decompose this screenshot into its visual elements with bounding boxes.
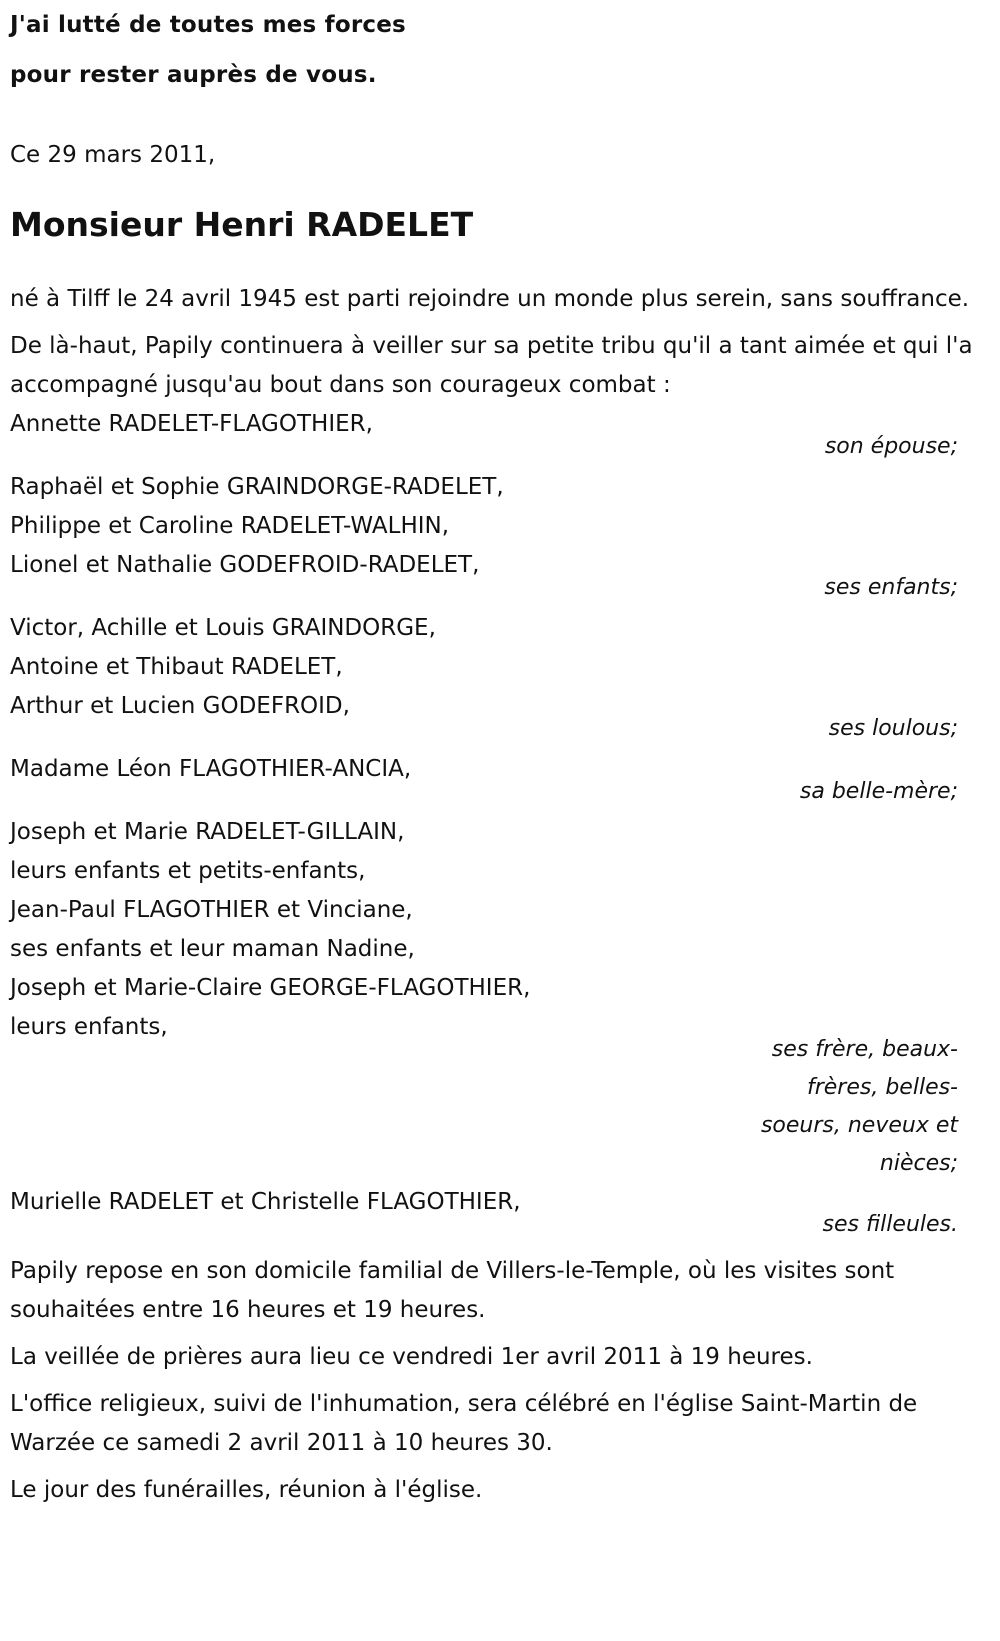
- family-group-grandchildren: [10, 609, 990, 748]
- family-group-children: [10, 468, 990, 607]
- birth-paragraph: né à Tilff le 24 avril 1945 est parti rejoindre un monde plus serein, sans souffrance.: [10, 286, 970, 312]
- family-role: ses filleules.: [822, 1212, 958, 1237]
- family-name: Joseph et Marie-Claire GEORGE-FLAGOTHIER,: [10, 975, 531, 1001]
- family-group-spouse: [10, 405, 990, 466]
- epigraph-line: J'ai lutté de toutes mes forces: [10, 12, 406, 38]
- deceased-name: Monsieur Henri RADELET: [10, 205, 474, 244]
- family-name: Annette RADELET-FLAGOTHIER,: [10, 411, 373, 437]
- family-name: Lionel et Nathalie GODEFROID-RADELET,: [10, 552, 480, 578]
- closing-paragraph: Le jour des funérailles, réunion à l'église.: [10, 1477, 483, 1503]
- family-role: ses enfants;: [824, 575, 958, 600]
- family-name: Victor, Achille et Louis GRAINDORGE,: [10, 615, 436, 641]
- family-name: Jean-Paul FLAGOTHIER et Vinciane,: [10, 897, 413, 923]
- family-name: Arthur et Lucien GODEFROID,: [10, 693, 350, 719]
- family-name: ses enfants et leur maman Nadine,: [10, 936, 415, 962]
- date-line: Ce 29 mars 2011,: [10, 142, 216, 168]
- family-group-siblings: [10, 813, 990, 1183]
- family-name: Raphaël et Sophie GRAINDORGE-RADELET,: [10, 474, 504, 500]
- tribute-paragraph: De là-haut, Papily continuera à veiller sur sa petite tribu qu'il a tant aimée et qui l'a accompagné jusqu'au bout dans son courageux combat :: [10, 333, 973, 398]
- family-name: Madame Léon FLAGOTHIER-ANCIA,: [10, 756, 412, 782]
- family-role: ses frère, beaux-frères, belles-soeurs, neveux et nièces;: [760, 1037, 958, 1176]
- family-name: Antoine et Thibaut RADELET,: [10, 654, 343, 680]
- closing-paragraph: L'office religieux, suivi de l'inhumation, sera célébré en l'église Saint-Martin de Warzée ce samedi 2 avril 2011 à 10 heures 30.: [10, 1391, 918, 1456]
- family-name: Joseph et Marie RADELET-GILLAIN,: [10, 819, 405, 845]
- family-group-goddaughters: [10, 1183, 990, 1244]
- epigraph: [10, 0, 990, 100]
- family-group-mother-in-law: [10, 750, 990, 811]
- family-role: sa belle-mère;: [799, 779, 958, 804]
- family-name: leurs enfants,: [10, 1014, 168, 1040]
- epigraph-line: pour rester auprès de vous.: [10, 62, 377, 88]
- family-name: Murielle RADELET et Christelle FLAGOTHIER,: [10, 1189, 521, 1215]
- family-role: son épouse;: [824, 434, 958, 459]
- closing-paragraph: La veillée de prières aura lieu ce vendredi 1er avril 2011 à 19 heures.: [10, 1344, 813, 1370]
- closing-paragraph: Papily repose en son domicile familial de Villers-le-Temple, où les visites sont souhaitées entre 16 heures et 19 heures.: [10, 1258, 895, 1323]
- family-name: leurs enfants et petits-enfants,: [10, 858, 366, 884]
- family-role: ses loulous;: [828, 716, 958, 741]
- obituary-page: [10, 0, 990, 1510]
- family-name: Philippe et Caroline RADELET-WALHIN,: [10, 513, 450, 539]
